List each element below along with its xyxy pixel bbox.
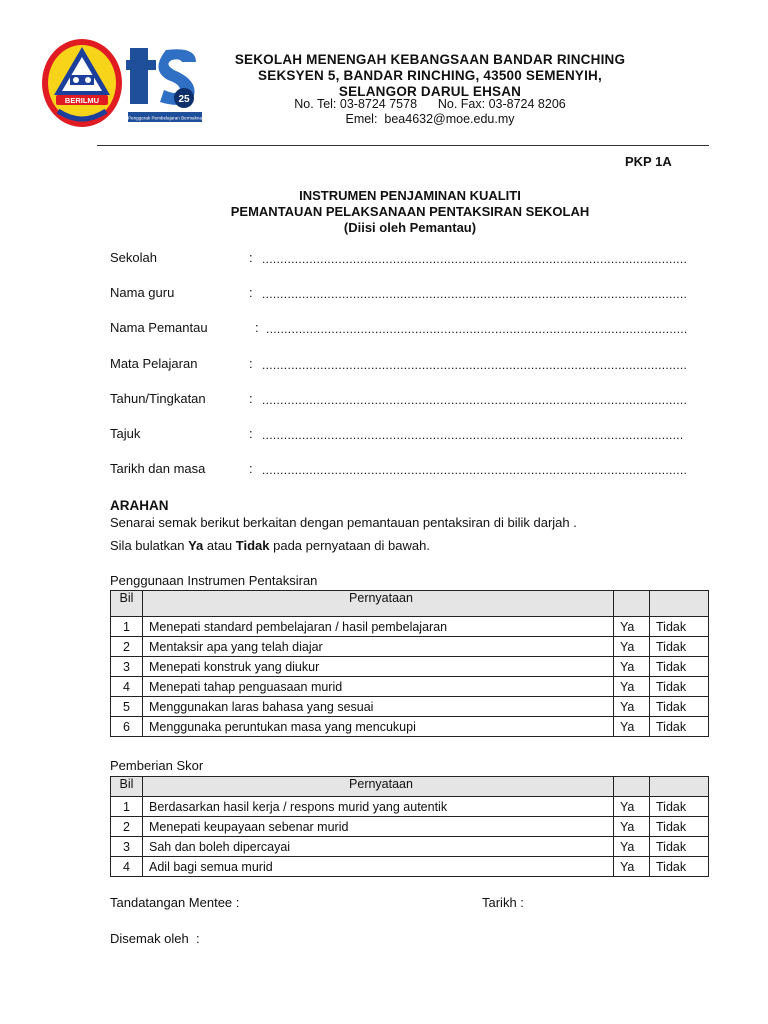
header-ya [614,777,650,797]
field-colon: : [249,461,253,476]
field-label-nama-pemantau: Nama Pemantau [110,320,208,335]
option-tidak[interactable]: Tidak [650,837,709,857]
row-statement: Berdasarkan hasil kerja / respons murid yang autentik [143,797,614,817]
header-pernyataan: Pernyataan [143,591,614,617]
row-bil: 5 [111,697,143,717]
option-ya[interactable]: Ya [614,677,650,697]
ts25-caption: Penggerak Pembelajaran Bermakna [127,115,203,121]
row-bil: 6 [111,717,143,737]
option-tidak[interactable]: Tidak [650,817,709,837]
row-bil: 4 [111,677,143,697]
header-pernyataan: Pernyataan [143,777,614,797]
address-line2: SELANGOR DARUL EHSAN [338,84,522,99]
row-statement: Mentaksir apa yang telah diajar [143,637,614,657]
title-line1: INSTRUMEN PENJAMINAN KUALITI [299,188,521,203]
row-bil: 2 [111,817,143,837]
option-tidak[interactable]: Tidak [650,617,709,637]
phone-fax: No. Tel: 03-8724 7578 No. Fax: 03-8724 8206 [294,97,566,111]
header-tidak [650,777,709,797]
option-ya[interactable]: Ya [614,617,650,637]
field-tahun-tingkatan-input[interactable]: ..................................................................................................................... [262,393,688,407]
field-label-mata-pelajaran: Mata Pelajaran [110,356,198,371]
option-ya[interactable]: Ya [614,717,650,737]
field-label-nama-guru: Nama guru [110,285,175,300]
option-ya[interactable]: Ya [614,637,650,657]
field-label-sekolah: Sekolah [110,250,157,265]
ts25-logo [126,40,206,126]
field-colon: : [249,285,253,300]
table-row [111,717,709,737]
field-colon: : [249,356,253,371]
address-line1: SEKSYEN 5, BANDAR RINCHING, 43500 SEMENYIH, [258,68,602,83]
instructions-line2 [110,538,430,553]
table-row [111,837,709,857]
table-row [111,617,709,637]
table-row [111,657,709,677]
option-tidak[interactable]: Tidak [650,677,709,697]
table-row [111,817,709,837]
table-row [111,797,709,817]
field-colon: : [249,426,253,441]
option-ya[interactable]: Ya [614,817,650,837]
crest-motto: BERILMU [64,96,100,105]
instructions-tidak: Tidak [235,538,270,553]
section1-table [110,590,709,737]
table-row [111,677,709,697]
option-ya[interactable]: Ya [614,697,650,717]
row-statement: Menepati konstruk yang diukur [143,657,614,677]
row-statement: Menepati keupayaan sebenar murid [143,817,614,837]
instructions-ya: Ya [188,538,204,553]
table-row [111,857,709,877]
field-sekolah-input[interactable]: ..................................................................................................................... [262,252,688,266]
row-statement: Menepati tahap penguasaan murid [143,677,614,697]
row-bil: 3 [111,837,143,857]
row-bil: 3 [111,657,143,677]
ts25-number: 25 [178,94,190,105]
instructions-text: pada pernyataan di bawah. [269,538,430,553]
field-nama-guru-input[interactable]: ..................................................................................................................... [262,287,688,301]
row-statement: Adil bagi semua murid [143,857,614,877]
row-bil: 1 [111,617,143,637]
option-ya[interactable]: Ya [614,657,650,677]
row-statement: Sah dan boleh dipercayai [143,837,614,857]
table-row [111,697,709,717]
row-statement: Menepati standard pembelajaran / hasil pembelajaran [143,617,614,637]
table-row [111,637,709,657]
header-bil: Bil [111,777,143,797]
header-ya [614,591,650,617]
table-header-row [111,591,709,617]
option-tidak[interactable]: Tidak [650,857,709,877]
header-tidak [650,591,709,617]
field-label-tajuk: Tajuk [110,426,141,441]
field-tajuk-input[interactable]: .................................................................................................................... [262,428,684,442]
section2-title: Pemberian Skor [110,758,204,773]
field-tarikh-masa-input[interactable]: ..................................................................................................................... [262,463,688,477]
checked-by-label: Disemak oleh : [110,931,200,946]
row-statement: Menggunakan laras bahasa yang sesuai [143,697,614,717]
option-tidak[interactable]: Tidak [650,717,709,737]
field-colon: : [255,320,259,335]
option-ya[interactable]: Ya [614,797,650,817]
school-crest-logo [40,37,124,129]
instructions-heading: ARAHAN [110,498,169,513]
option-tidak[interactable]: Tidak [650,637,709,657]
row-statement: Menggunaka peruntukan masa yang mencukupi [143,717,614,737]
option-ya[interactable]: Ya [614,837,650,857]
header-divider [97,145,709,146]
field-mata-pelajaran-input[interactable]: ..................................................................................................................... [262,358,688,372]
option-tidak[interactable]: Tidak [650,797,709,817]
email: Emel: bea4632@moe.edu.my [345,112,515,126]
form-code: PKP 1A [625,154,672,169]
row-bil: 4 [111,857,143,877]
option-ya[interactable]: Ya [614,857,650,877]
field-label-tahun-tingkatan: Tahun/Tingkatan [110,391,206,406]
row-bil: 1 [111,797,143,817]
title-line2: PEMANTAUAN PELAKSANAAN PENTAKSIRAN SEKOLAH [230,204,590,219]
option-tidak[interactable]: Tidak [650,657,709,677]
title-line3: (Diisi oleh Pemantau) [343,220,477,235]
field-label-tarikh-masa: Tarikh dan masa [110,461,206,476]
date-label: Tarikh : [482,895,524,910]
table-header-row [111,777,709,797]
instructions-text: Sila bulatkan [110,538,189,553]
header-bil: Bil [111,591,143,617]
section1-title: Penggunaan Instrumen Pentaksiran [110,573,318,588]
row-bil: 2 [111,637,143,657]
instructions-text: atau [203,538,236,553]
instructions-line1: Senarai semak berikut berkaitan dengan pemantauan pentaksiran di bilik darjah . [110,515,577,530]
section2-table [110,776,709,877]
field-nama-pemantau-input[interactable]: .................................................................................................................... [266,322,688,336]
option-tidak[interactable]: Tidak [650,697,709,717]
school-name: SEKOLAH MENENGAH KEBANGSAAN BANDAR RINCHING [234,52,626,67]
field-colon: : [249,250,253,265]
mentee-signature-label: Tandatangan Mentee : [110,895,240,910]
field-colon: : [249,391,253,406]
